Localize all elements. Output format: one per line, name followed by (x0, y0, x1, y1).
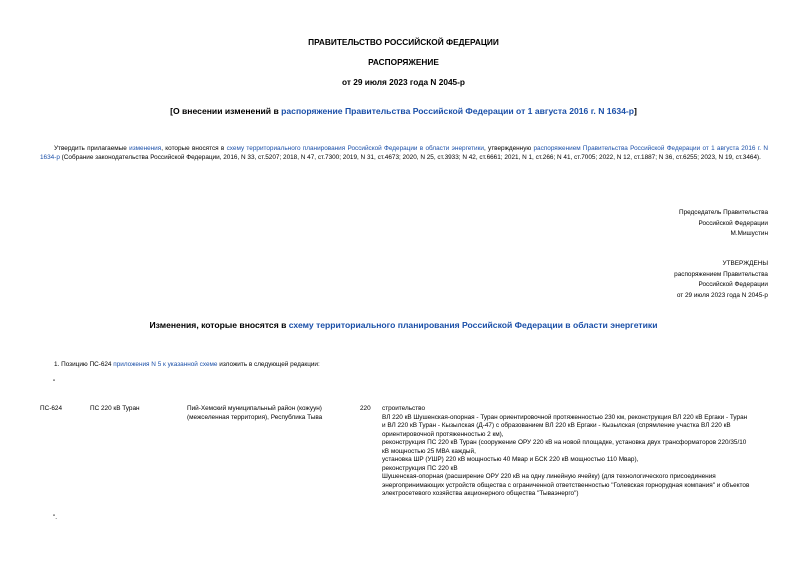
link-appendix-5[interactable]: приложения N 5 к указанной схеме (113, 361, 218, 368)
signature-block (468, 208, 768, 240)
title-suffix: ] (634, 106, 637, 116)
desc-line: установка ШР (УШР) 220 кВ мощностью 40 Мвар и БСК 220 кВ мощностью 110 Мвар), (382, 456, 639, 463)
item-1-text-2: изложить в следующей редакции: (217, 361, 320, 368)
approved-label: УТВЕРЖДЕНЫ (722, 260, 768, 267)
link-changes[interactable]: изменения (129, 145, 162, 152)
desc-line: строительство (382, 405, 426, 412)
link-order-1634[interactable]: распоряжением Правительства Российской Федерации от 1 августа 2016 г. N 1634-р (40, 145, 768, 161)
government-header: ПРАВИТЕЛЬСТВО РОССИЙСКОЙ ФЕДЕРАЦИИ (308, 37, 499, 47)
desc-line: реконструкция ПС 220 кВ (382, 464, 458, 472)
title-link[interactable]: распоряжение Правительства Российской Федерации от 1 августа 2016 г. N 1634-р (281, 106, 635, 116)
approved-block (468, 259, 768, 301)
signature-name: М.Мишустин (730, 230, 768, 237)
desc-line: и ВЛ 220 кВ Туран - Кызылская (Д-47) с образованием ВЛ 220 кВ Ергаки - Кызылская (спрямление участка ВЛ 220 кВ (382, 422, 731, 429)
cell-voltage: 220 (360, 405, 371, 412)
title-prefix: [О внесении изменений в (170, 106, 282, 116)
approved-by: распоряжением Правительства (674, 270, 768, 278)
desc-line: ориентировочной протяженностью 2 км), (382, 430, 504, 438)
desc-line: Шушенская-опорная (расширение ОРУ 220 кВ на одну линейную ячейку) (для технологического присоединения (382, 473, 716, 480)
link-scheme[interactable]: схему территориального планирования Российской Федерации в области энергетики (226, 145, 484, 152)
signature-position: Председатель Правительства (679, 209, 768, 216)
item-1 (54, 361, 754, 370)
document-type: РАСПОРЯЖЕНИЕ (368, 57, 439, 67)
main-paragraph (40, 145, 768, 162)
section-title-prefix: Изменения, которые вносятся в (149, 320, 289, 330)
desc-line: электросетевого хозяйства акционерного общества "Тываэнерго") (382, 490, 579, 497)
document-title (0, 106, 807, 116)
desc-line: ВЛ 220 кВ Шушенская-опорная - Туран ориентировочной протяженностью 230 км, реконструкция ВЛ 220 кВ Ергаки - Туран (382, 413, 748, 421)
para-text-2: , которые вносятся в (161, 145, 227, 152)
para-text-1: Утвердить прилагаемые (54, 145, 130, 152)
desc-line: энергопринимающих устройств общества с ограниченной ответственностью "Голевская горнорудная компания" и объектов (382, 481, 750, 489)
document-date: от 29 июля 2023 года N 2045-р (342, 77, 465, 87)
quote-open: " (53, 379, 56, 386)
cell-location: Пий-Хемский муниципальный район (кожуун) (межселенная территория), Республика Тыва (187, 405, 323, 421)
quote-close: ". (53, 514, 58, 521)
cell-description (382, 405, 782, 499)
approved-country: Российской Федерации (698, 281, 768, 288)
section-title (0, 320, 807, 330)
cell-code: ПС-624 (40, 405, 62, 412)
para-text-4: (Собрание законодательства Российской Федерации, 2016, N 33, ст.5207; 2018, N 47, ст.7300; 2019, N 31, ст.4673; 2020, N 25, ст.3933; N 42, ст.6661; 2021, N 1, ст.266; N 41, ст.7005; 2022, N 12, ст.1887; N 36, ст.6255; 2023, N 19, ст.3464). (59, 153, 761, 161)
section-title-link[interactable]: схему территориального планирования Российской Федерации в области энергетики (288, 320, 658, 330)
approved-date: от 29 июля 2023 года N 2045-р (676, 291, 768, 299)
desc-line: кВ мощностью 25 МВА каждый, (382, 447, 476, 455)
item-1-text-1: 1. Позицию ПС-624 (54, 361, 114, 368)
signature-country: Российской Федерации (698, 219, 768, 227)
para-text-3: , утвержденную (483, 145, 534, 152)
cell-name: ПС 220 кВ Туран (90, 405, 140, 412)
desc-line: реконструкция ПС 220 кВ Туран (сооружение ОРУ 220 кВ на новой площадке, установка двух трансформаторов 220/35/10 (382, 439, 747, 446)
